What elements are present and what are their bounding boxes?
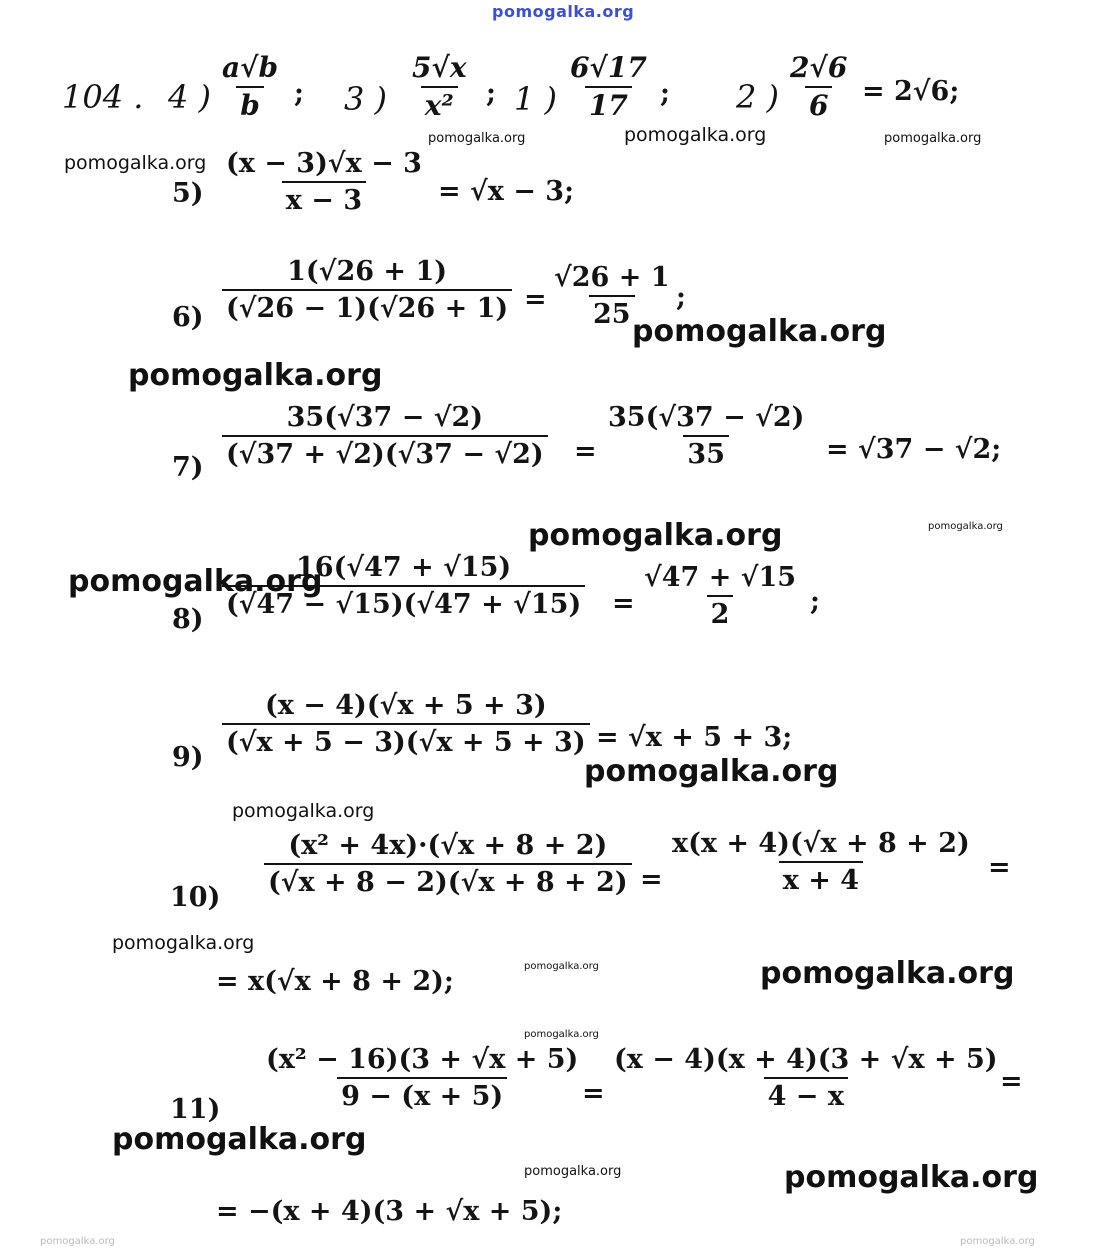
item10-num-2: x(x + 4)(√x + 8 + 2): [672, 828, 970, 859]
item6-fraction: [222, 256, 512, 324]
item9-num: (x − 4)(√x + 5 + 3): [264, 690, 547, 721]
item9-tail: = √x + 5 + 3;: [596, 722, 793, 753]
item9-fraction: [222, 690, 590, 758]
watermark: pomogalka.org: [40, 1236, 115, 1247]
item7-den-2: 35: [683, 435, 729, 470]
row1-tail-2: = 2√6;: [862, 76, 960, 107]
row1-label-1: 1 ): [514, 80, 558, 118]
item11-num-2: (x − 4)(x + 4)(3 + √x + 5): [614, 1044, 998, 1075]
item7-num-2: 35(√37 − √2): [608, 402, 805, 433]
item5-fraction: [222, 148, 426, 216]
problem-number: 104 .: [62, 78, 144, 116]
item11-eq: =: [582, 1078, 605, 1109]
item10-label: 10): [170, 882, 221, 913]
item10-fraction: [264, 830, 632, 898]
item5-den: x − 3: [282, 181, 366, 216]
item8-eq: =: [612, 588, 635, 619]
item8-label: 8): [172, 604, 204, 635]
item5-tail: = √x − 3;: [438, 176, 575, 207]
row1-den-3: x²: [421, 86, 458, 122]
watermark: pomogalka.org: [528, 518, 783, 553]
item9-den: (√x + 5 − 3)(√x + 5 + 3): [222, 723, 590, 758]
row1-label-2: 2 ): [736, 78, 780, 116]
item8-den-2: 2: [707, 595, 734, 630]
item6-den-2: 25: [589, 295, 635, 330]
row1-den-1: 17: [585, 86, 632, 122]
item6-num-2: √26 + 1: [554, 262, 670, 293]
item11-fraction: [262, 1044, 582, 1112]
item11-continuation: = −(x + 4)(3 + √x + 5);: [216, 1196, 563, 1227]
item10-continuation: = x(√x + 8 + 2);: [216, 966, 454, 997]
watermark: pomogalka.org: [760, 956, 1015, 991]
item8-num: 16(√47 + √15): [296, 552, 512, 583]
watermark: pomogalka.org: [584, 754, 839, 789]
item5-num: (x − 3)√x − 3: [226, 148, 422, 179]
item10-eq: =: [640, 864, 663, 895]
item8-den: (√47 − √15)(√47 + √15): [222, 585, 585, 620]
item11-fraction-2: [610, 1044, 1002, 1112]
item11-tail: =: [1000, 1066, 1023, 1097]
item7-tail: = √37 − √2;: [826, 434, 1002, 465]
item8-num-2: √47 + √15: [644, 562, 797, 593]
item10-tail: =: [988, 852, 1011, 883]
row1-num-2: 2√6: [790, 51, 848, 84]
watermark: pomogalka.org: [960, 1236, 1035, 1247]
item8-fraction-2: [640, 562, 800, 630]
item6-num: 1(√26 + 1): [287, 256, 448, 287]
watermark: pomogalka.org: [524, 1029, 599, 1040]
watermark: pomogalka.org: [112, 932, 255, 954]
item5-label: 5): [172, 178, 204, 209]
row1-num-1: 6√17: [570, 51, 647, 84]
row1-tail-1: ;: [660, 78, 670, 109]
item11-num: (x² − 16)(3 + √x + 5): [266, 1044, 579, 1075]
row1-label-4: 4 ): [168, 78, 212, 116]
row1-fraction-1: [566, 52, 651, 122]
row1-label-3: 3 ): [344, 80, 388, 118]
item6-tail: ;: [676, 282, 686, 313]
item9-label: 9): [172, 742, 204, 773]
watermark: pomogalka.org: [624, 124, 767, 146]
watermark: pomogalka.org: [68, 564, 323, 599]
row1-fraction-3: [408, 52, 471, 122]
item11-den-2: 4 − x: [764, 1077, 848, 1112]
item10-den-2: x + 4: [779, 861, 863, 896]
item7-eq: =: [574, 436, 597, 467]
watermark: pomogalka.org: [632, 314, 887, 349]
watermark: pomogalka.org: [524, 1164, 622, 1179]
row1-den-2: 6: [805, 86, 832, 122]
watermark: pomogalka.org: [232, 800, 375, 822]
row1-fraction-4: [218, 52, 282, 122]
row1-num-4: a√b: [222, 51, 279, 84]
item7-num: 35(√37 − √2): [286, 402, 484, 433]
row1-fraction-2: [786, 52, 851, 122]
watermark: pomogalka.org: [112, 1122, 367, 1157]
item7-den: (√37 + √2)(√37 − √2): [222, 435, 548, 470]
row1-tail-4: ;: [294, 78, 304, 109]
watermark: pomogalka.org: [524, 961, 599, 972]
watermark: pomogalka.org: [64, 152, 207, 174]
watermark: pomogalka.org: [128, 358, 383, 393]
row1-num-3: 5√x: [412, 51, 467, 84]
watermark: pomogalka.org: [884, 131, 982, 146]
item6-eq: =: [524, 284, 547, 315]
item6-label: 6): [172, 302, 204, 333]
item8-tail: ;: [810, 586, 820, 617]
item10-fraction-2: [668, 828, 974, 896]
watermark: pomogalka.org: [928, 521, 1003, 532]
item11-label: 11): [170, 1094, 221, 1125]
watermark: pomogalka.org: [784, 1160, 1039, 1195]
row1-den-4: b: [236, 86, 264, 122]
item10-den: (√x + 8 − 2)(√x + 8 + 2): [264, 863, 632, 898]
item6-den: (√26 − 1)(√26 + 1): [222, 289, 512, 324]
item7-label: 7): [172, 452, 204, 483]
item7-fraction-2: [604, 402, 808, 470]
row1-tail-3: ;: [486, 78, 496, 109]
item10-num: (x² + 4x)·(√x + 8 + 2): [288, 830, 608, 861]
item7-fraction: [222, 402, 548, 470]
header-watermark: pomogalka.org: [492, 2, 635, 21]
item11-den: 9 − (x + 5): [337, 1077, 507, 1112]
watermark: pomogalka.org: [428, 131, 526, 146]
